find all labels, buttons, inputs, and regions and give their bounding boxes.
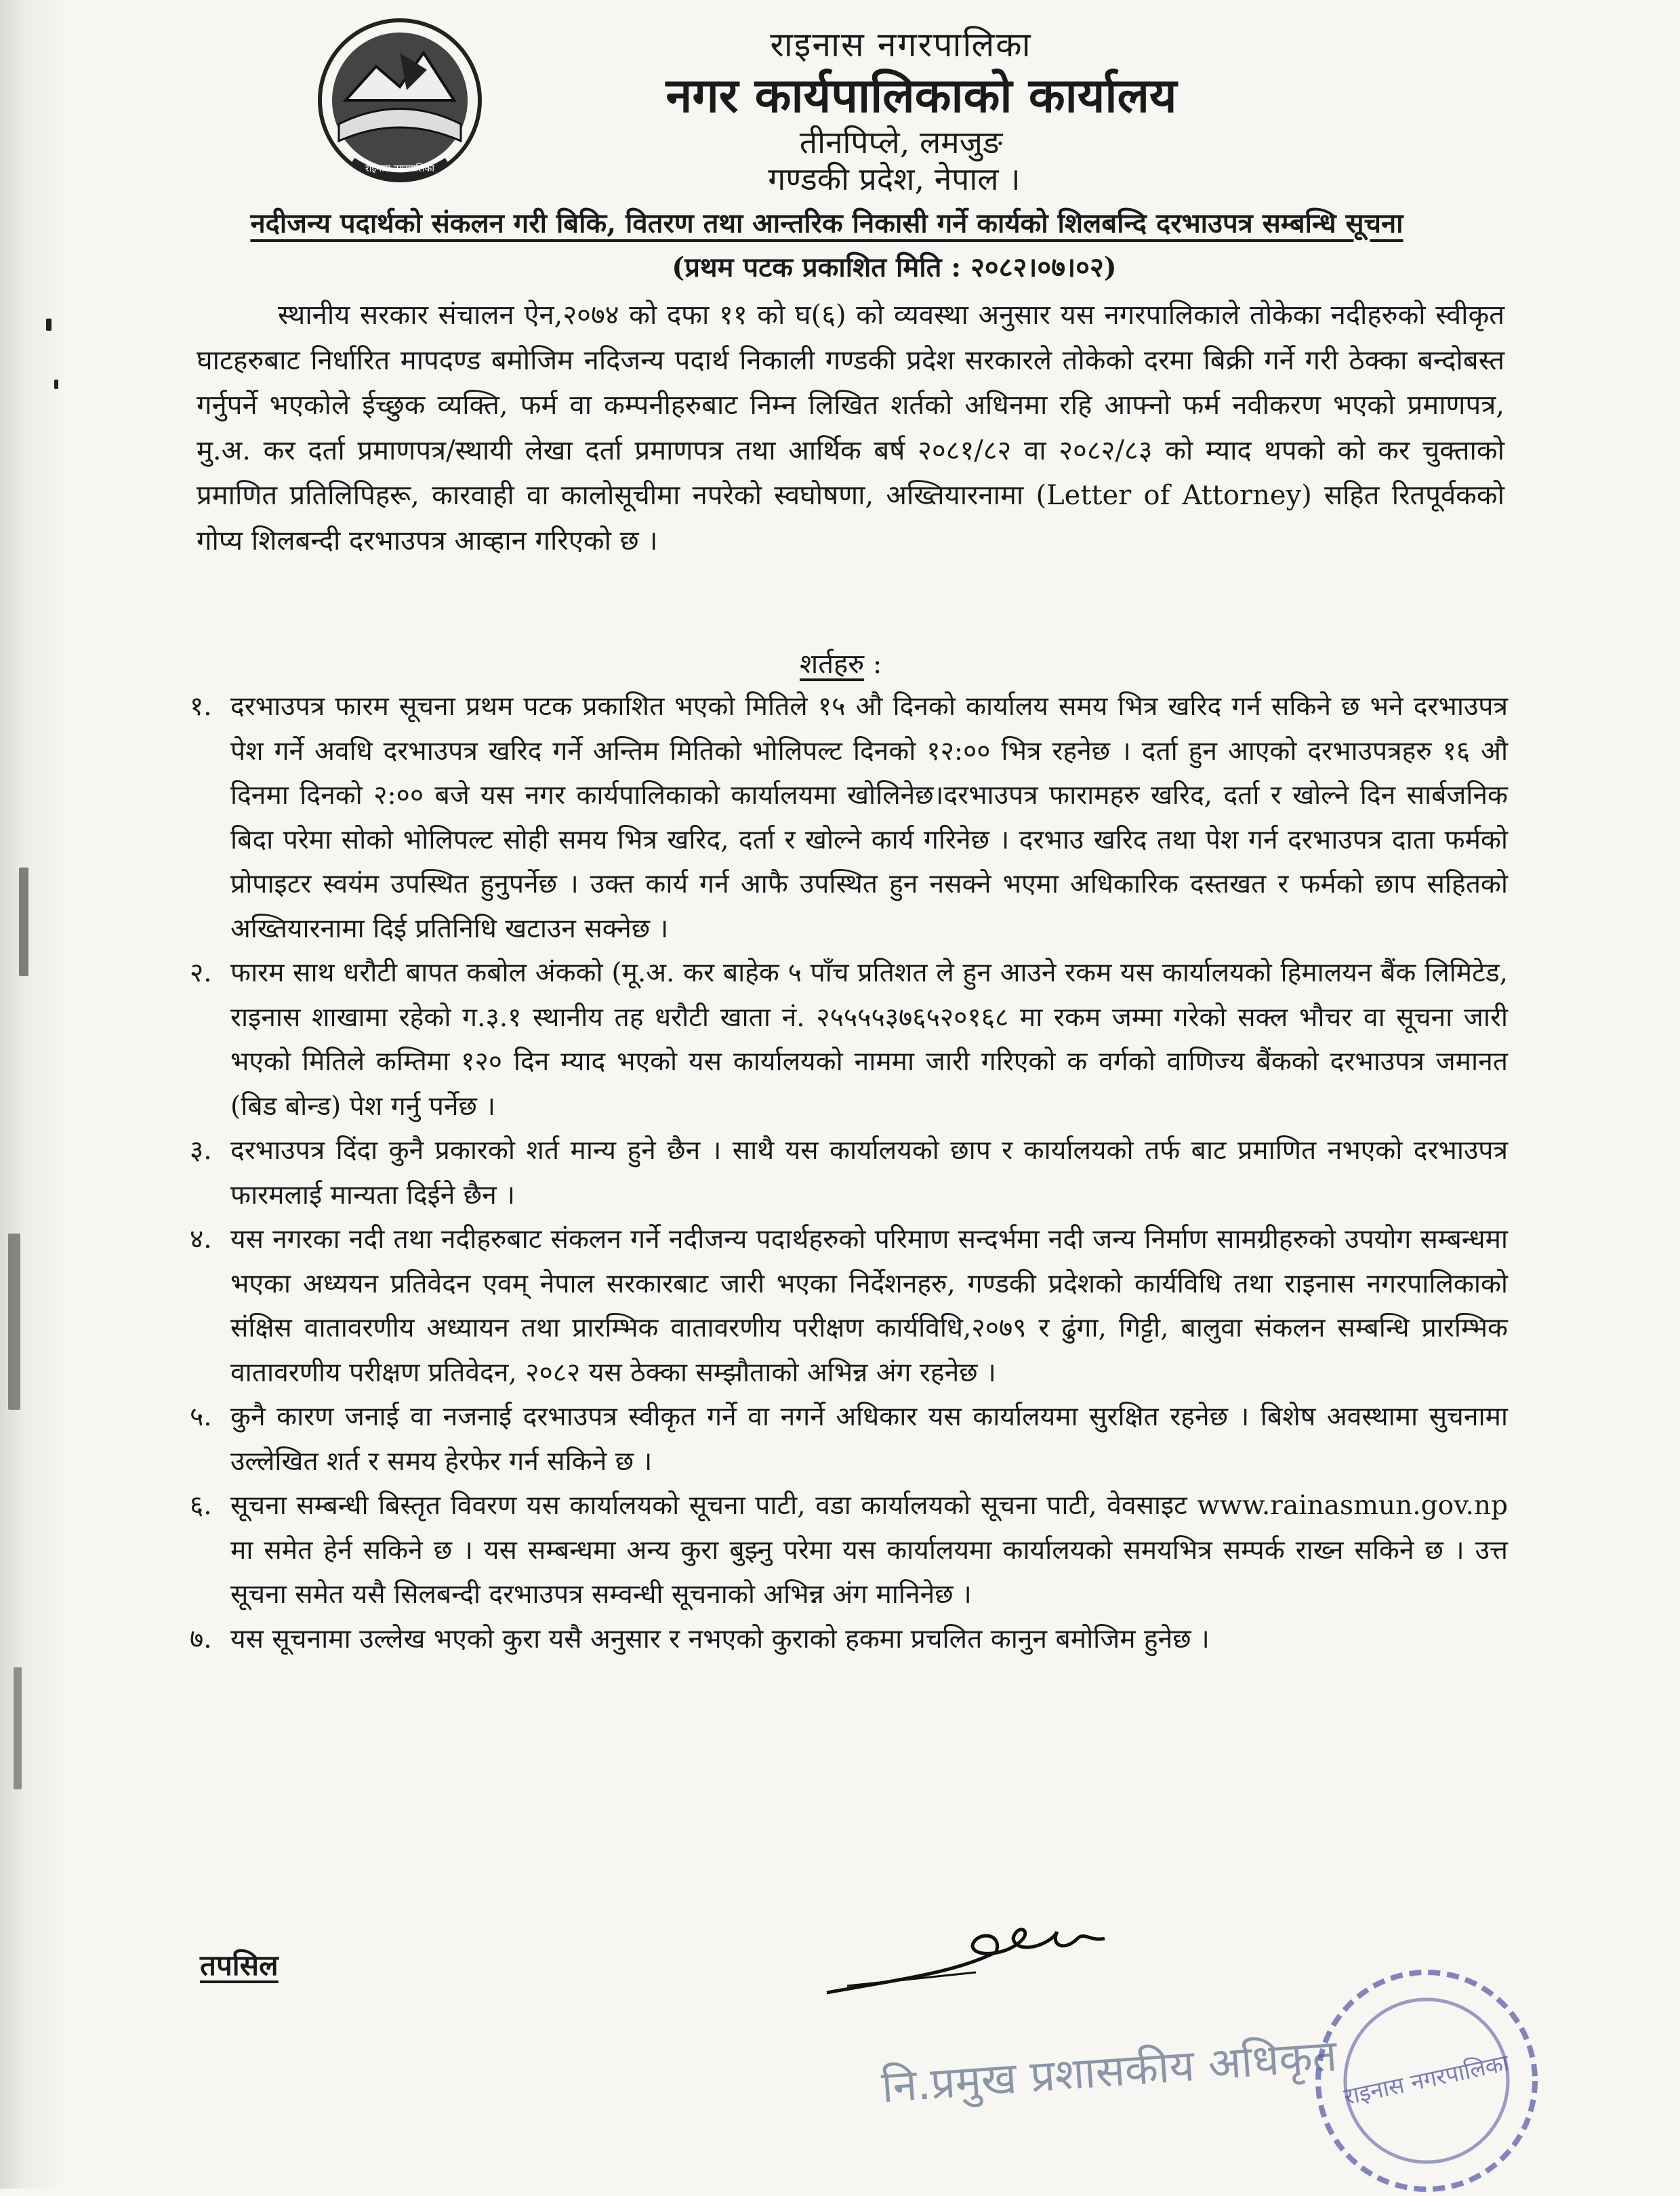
scan-speck bbox=[14, 1667, 22, 1789]
signature bbox=[820, 1905, 1172, 2006]
condition-text: दरभाउपत्र दिंदा कुनै प्रकारको शर्त मान्य हुने छैन । साथै यस कार्यालयको छाप र कार्यालयको तर्फ बाट प्रमाणित नभएको दरभाउपत्र फारमलाई मान्यता दिईने छैन । bbox=[230, 1135, 1508, 1211]
notice-title: नदीजन्य पदार्थको संकलन गरी बिकि, वितरण तथा आन्तरिक निकासी गर्ने कार्यको शिलबन्दि दरभाउपत्र सम्बन्धि सूचना bbox=[250, 207, 1404, 239]
scan-speck bbox=[46, 319, 52, 331]
condition-text: फारम साथ धरौटी बापत कबोल अंकको (मू.अ. कर बाहेक ५ पाँच प्रतिशत ले हुन आउने रकम यस कार्यालयको हिमालयन बैंक लिमिटेड, राइनास शाखामा रहेको ग.३.१ स्थानीय तह धरौटी खाता नं. २५५५५३७६५२०१६८ मा रकम जम्मा गरेको सक्ल भौचर वा सूचना जारी भएको मितिले कम्तिमा १२० दिन म्याद भएको यस कार्यालयको नाममा जारी गरिएको क वर्गको वाणिज्य बैंकको दरभाउपत्र जमानत (बिड बोन्ड) पेश गर्नु पर्नेछ । bbox=[230, 958, 1508, 1122]
conditions-heading-label: शर्तहरु bbox=[800, 649, 865, 680]
office-province: गण्डकी प्रदेश, नेपाल । bbox=[768, 161, 1021, 197]
conditions-heading bbox=[800, 644, 882, 681]
condition-number: २. bbox=[190, 958, 212, 988]
scan-margin bbox=[0, 0, 64, 2189]
office-seal-stamp bbox=[1281, 1952, 1572, 2196]
condition-number: ७. bbox=[190, 1623, 212, 1654]
footer-label-tapasil: तपसिल bbox=[200, 1949, 279, 1982]
scan-speck bbox=[54, 380, 58, 389]
officer-stamp: नि.प्रमुख प्रशासकीय अधिकृत bbox=[880, 2031, 1339, 2113]
condition-number: ५. bbox=[190, 1402, 212, 1432]
office-name: नगर कार्यपालिकाको कार्यालय bbox=[665, 67, 1177, 123]
condition-number: १. bbox=[190, 691, 212, 722]
condition-item bbox=[190, 1484, 1508, 1617]
condition-number: ४. bbox=[190, 1224, 212, 1255]
condition-text: कुनै कारण जनाई वा नजनाई दरभाउपत्र स्वीकृत गर्ने वा नगर्ने अधिकार यस कार्यालयमा सुरक्षित रहनेछ । बिशेष अवस्थामा सुचनामा उल्लेखित शर्त र समय हेरफेर गर्न सकिने छ । bbox=[230, 1402, 1508, 1477]
condition-item bbox=[190, 1395, 1508, 1484]
condition-number: ६. bbox=[190, 1490, 212, 1521]
notice-intro-paragraph: स्थानीय सरकार संचालन ऐन,२०७४ को दफा ११ को घ(६) को व्यवस्था अनुसार यस नगरपालिकाले तोकेका नदीहरुको स्वीकृत घाटहरुबाट निर्धारित मापदण्ड बमोजिम नदिजन्य पदार्थ निकाली गण्डकी प्रदेश सरकारले तोकेको दरमा बिक्री गर्ने गरी ठेक्का बन्दोबस्त गर्नुपर्ने भएकोले ईच्छुक व्यक्ति, फर्म वा कम्पनीहरुबाट निम्न लिखित शर्तको अधिनमा रहि आफ्नो फर्म नवीकरण भएको प्रमाणपत्र, मु.अ. कर दर्ता प्रमाणपत्र/स्थायी लेखा दर्ता प्रमाणपत्र तथा आर्थिक बर्ष २०८१/८२ वा २०८२/८३ को म्याद थपको को कर चुक्ताको प्रमाणित प्रतिलिपिहरू, कारवाही वा कालोसूचीमा नपरेको स्वघोषणा, अख्तियारनामा (Letter of Attorney) सहित रितपूर्वकको गोप्य शिलबन्दी दरभाउपत्र आव्हान गरिएको छ । bbox=[197, 300, 1504, 556]
office-location: तीनपिप्ले, लमजुङ bbox=[799, 124, 1003, 161]
condition-item bbox=[190, 951, 1508, 1128]
notice-publication-date: (प्रथम पटक प्रकाशित मिति : २०८२।०७।०२) bbox=[672, 251, 1117, 283]
scan-speck bbox=[19, 868, 28, 976]
conditions-list bbox=[190, 685, 1508, 1661]
condition-text: सूचना सम्बन्धी बिस्तृत विवरण यस कार्यालयको सूचना पाटी, वडा कार्यालयको सूचना पाटी, वेवसाइट www.rainasmun.gov.np मा समेत हेर्न सकिने छ । यस सम्बन्धमा अन्य कुरा बुझ्नु परेमा यस कार्यालयमा कार्यालयको समयभित्र सम्पर्क राख्न सकिने छ । उत्त सूचना समेत यसै सिलबन्दी दरभाउपत्र सम्वन्धी सूचनाको अभिन्न अंग मानिनेछ । bbox=[230, 1490, 1508, 1610]
seal-text: राइनास नगरपालिका bbox=[1341, 2049, 1512, 2111]
conditions-heading-colon: : bbox=[864, 649, 882, 680]
condition-text: दरभाउपत्र फारम सूचना प्रथम पटक प्रकाशित भएको मितिले १५ औ दिनको कार्यालय समय भित्र खरिद गर्न सकिने छ भने दरभाउपत्र पेश गर्ने अवधि दरभाउपत्र खरिद गर्ने अन्तिम मितिको भोलिपल्ट दिनको १२:०० भित्र रहनेछ । दर्ता हुन आएको दरभाउपत्रहरु १६ औ दिनमा दिनको २:०० बजे यस नगर कार्यपालिकाको कार्यालयमा खोलिनेछ।दरभाउपत्र फारामहरु खरिद, दर्ता र खोल्ने दिन सार्बजनिक बिदा परेमा सोको भोलिपल्ट सोही समय भित्र खरिद, दर्ता र खोल्ने कार्य गरिनेछ । दरभाउ खरिद तथा पेश गर्न दरभाउपत्र दाता फर्मको प्रोपाइटर स्वयंम उपस्थित हुनुपर्नेछ । उक्त कार्य गर्न आफै उपस्थित हुन नसक्ने भएमा अधिकारिक दस्तखत र फर्मको छाप सहितको अख्तियारनामा दिई प्रतिनिधि खटाउन सक्नेछ । bbox=[230, 691, 1508, 944]
condition-item bbox=[190, 1217, 1508, 1395]
condition-item bbox=[190, 1617, 1508, 1662]
scan-speck bbox=[8, 1234, 20, 1410]
condition-text: यस सूचनामा उल्लेख भएको कुरा यसै अनुसार र नभएको कुराको हकमा प्रचलित कानुन बमोजिम हुनेछ । bbox=[230, 1623, 1210, 1654]
condition-text: यस नगरका नदी तथा नदीहरुबाट संकलन गर्ने नदीजन्य पदार्थहरुको परिमाण सन्दर्भमा नदी जन्य निर्माण सामग्रीहरुको उपयोग सम्बन्धमा भएका अध्ययन प्रतिवेदन एवम् नेपाल सरकारबाट जारी भएका निर्देशनहरु, गण्डकी प्रदेशको कार्यविधि तथा राइनास नगरपालिकाको संक्षिस वातावरणीय अध्यायन तथा प्रारम्भिक वातावरणीय परीक्षण कार्यविधि,२०७९ र ढुंगा, गिट्टी, बालुवा संकलन सम्बन्धि प्रारम्भिक वातावरणीय परीक्षण प्रतिवेदन, २०८२ यस ठेक्का सम्झौताको अभिन्न अंग रहनेछ । bbox=[230, 1224, 1508, 1388]
municipality-name: राइनास नगरपालिका bbox=[770, 25, 1032, 64]
condition-item bbox=[190, 1128, 1508, 1217]
condition-number: ३. bbox=[190, 1135, 212, 1166]
condition-item bbox=[190, 685, 1508, 951]
logo-text: राइनास नगरपालिका bbox=[365, 163, 434, 174]
